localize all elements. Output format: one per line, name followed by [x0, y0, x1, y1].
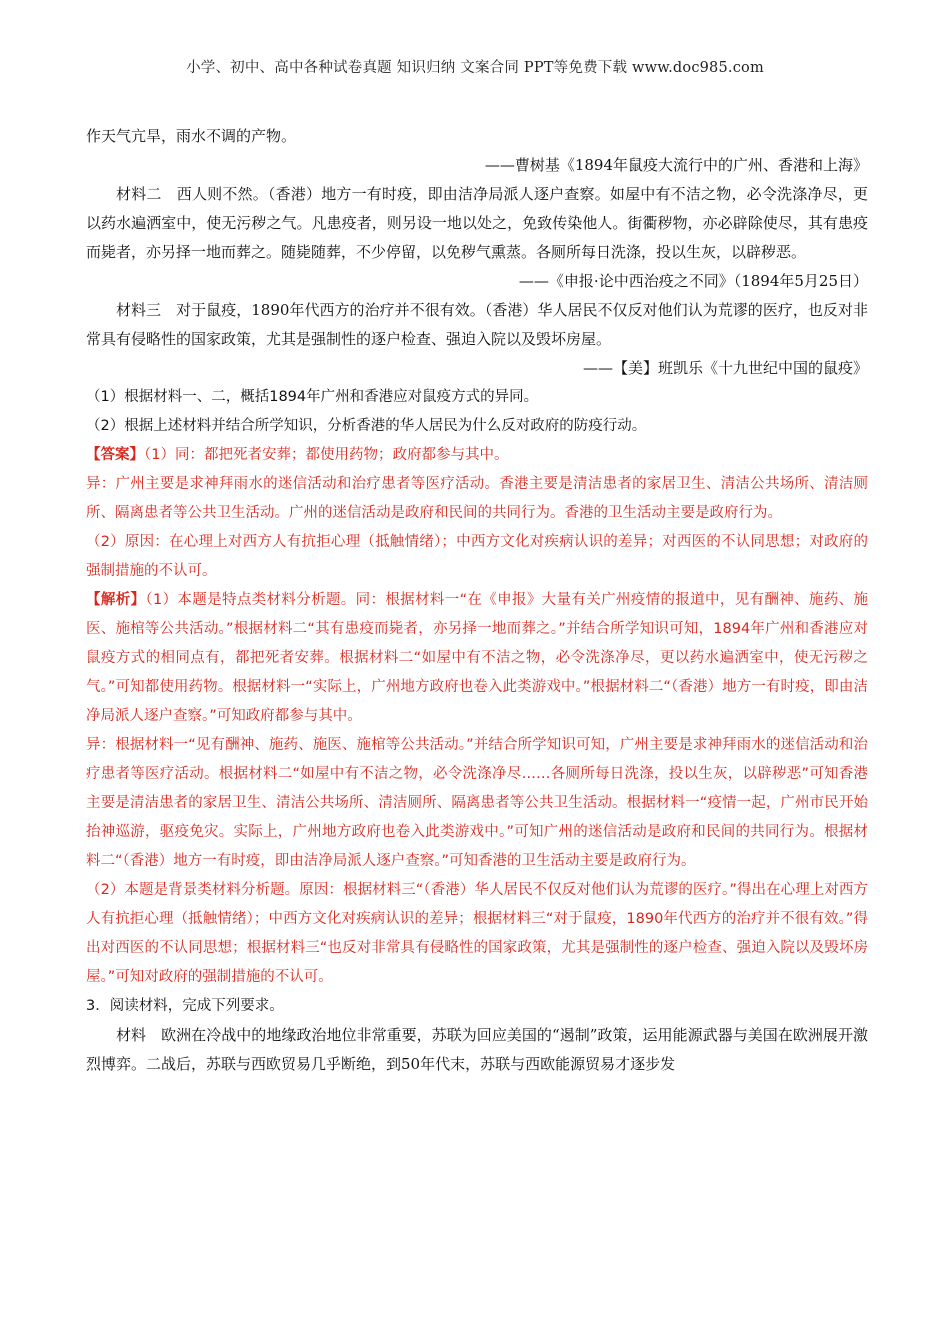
answer-part-1: [86, 441, 868, 470]
material-2-source: ——《申报·论中西治疫之不同》（1894年5月25日）: [518, 272, 868, 290]
material-1-source: ——曹树基《1894年鼠疫大流行中的广州、香港和上海》: [484, 156, 868, 174]
answer-part-3: （2）原因：在心理上对西方人有抗拒心理（抵触情绪）；中西方文化对疾病认识的差异；对西医的不认同思想；对政府的强制措施的不认可。: [86, 534, 868, 579]
analysis-tag: 【解析】: [86, 592, 146, 608]
material-2: 材料二 西人则不然。（香港）地方一有时疫，即由洁净局派人逐户查察。如屋中有不洁之物，必令洗涤净尽，更以药水遍洒室中，使无污秽之气。凡患疫者，则另设一地以处之，免致传染他人。街衢秽物，亦必辟除使尽，其有患疫而毙者，亦另择一地而葬之。随毙随葬，不少停留，以免秽气熏蒸。各厕所每日洗涤，投以生灰，以辟秽恶。: [86, 185, 868, 261]
document-body: [86, 122, 868, 1079]
answer-tag: 【答案】: [86, 447, 144, 463]
question-1: （1）根据材料一、二，概括1894年广州和香港应对鼠疫方式的异同。: [86, 389, 539, 405]
material-1-tail: 作天气亢旱，雨水不调的产物。: [86, 127, 297, 145]
analysis-part-3: （2）本题是背景类材料分析题。原因：根据材料三“（香港）华人居民不仅反对他们认为荒谬的医疗。”得出在心理上对西方人有抗拒心理（抵触情绪）；中西方文化对疾病认识的差异；根据材料三“对于鼠疫，1890年代西方的治疗并不很有效。”得出对西医的不认同思想；根据材料三“也反对非常具有侵略性的国家政策，尤其是强制性的逐户检查、强迫入院以及毁坏房屋。”可知对政府的强制措施的不认可。: [86, 882, 868, 985]
analysis-part-1: [86, 586, 868, 731]
material-3: 材料三 对于鼠疫，1890年代西方的治疗并不很有效。（香港）华人居民不仅反对他们认为荒谬的医疗，也反对非常具有侵略性的国家政策，尤其是强制性的逐户检查、强迫入院以及毁坏房屋。: [86, 301, 868, 348]
question-2: （2）根据上述材料并结合所学知识，分析香港的华人居民为什么反对政府的防疫行动。: [86, 418, 647, 434]
question-3-material: 材料 欧洲在冷战中的地缘政治地位非常重要，苏联为回应美国的“遏制”政策，运用能源武器与美国在欧洲展开激烈博弈。二战后，苏联与西欧贸易几乎断绝，到50年代末，苏联与西欧能源贸易才逐步发: [86, 1026, 868, 1073]
question-3-title: 3．阅读材料，完成下列要求。: [86, 998, 284, 1014]
answer-part-2: 异：广州主要是求神拜雨水的迷信活动和治疗患者等医疗活动。香港主要是清洁患者的家居卫生、清洁公共场所、清洁厕所、隔离患者等公共卫生活动。广州的迷信活动是政府和民间的共同行为。香港的卫生活动主要是政府行为。: [86, 476, 868, 521]
material-3-source: ——【美】班凯乐《十九世纪中国的鼠疫》: [582, 359, 868, 377]
analysis-text-1: （1）本题是特点类材料分析题。同：根据材料一“在《申报》大量有关广州疫情的报道中，见有酬神、施药、施医、施棺等公共活动。”根据材料二“其有患疫而毙者，亦另择一地而葬之。”并结合所学知识可知，1894年广州和香港应对鼠疫方式的相同点有，都把死者安葬。根据材料二“如屋中有不洁之物，必令洗涤净尽，更以药水遍洒室中，使无污秽之气。”可知都使用药物。根据材料一“实际上，广州地方政府也卷入此类游戏中。”根据材料二“（香港）地方一有时疫，即由洁净局派人逐户查察。”可知政府都参与其中。: [86, 592, 869, 724]
page-header: 小学、初中、高中各种试卷真题 知识归纳 文案合同 PPT等免费下载 www.doc985.com: [186, 60, 764, 76]
answer-text-1: （1）同：都把死者安葬；都使用药物；政府都参与其中。: [144, 447, 509, 463]
analysis-part-2: 异：根据材料一“见有酬神、施药、施医、施棺等公共活动。”并结合所学知识可知，广州主要是求神拜雨水的迷信活动和治疗患者等医疗活动。根据材料二“如屋中有不洁之物，必令洗涤净尽……各厕所每日洗涤，投以生灰，以辟秽恶”可知香港主要是清洁患者的家居卫生、清洁公共场所、清洁厕所、隔离患者等公共卫生活动。根据材料一“疫情一起，广州市民开始抬神巡游，驱疫免灾。实际上，广州地方政府也卷入此类游戏中。”可知广州的迷信活动是政府和民间的共同行为。根据材料二“（香港）地方一有时疫，即由洁净局派人逐户查察。”可知香港的卫生活动主要是政府行为。: [86, 737, 868, 869]
